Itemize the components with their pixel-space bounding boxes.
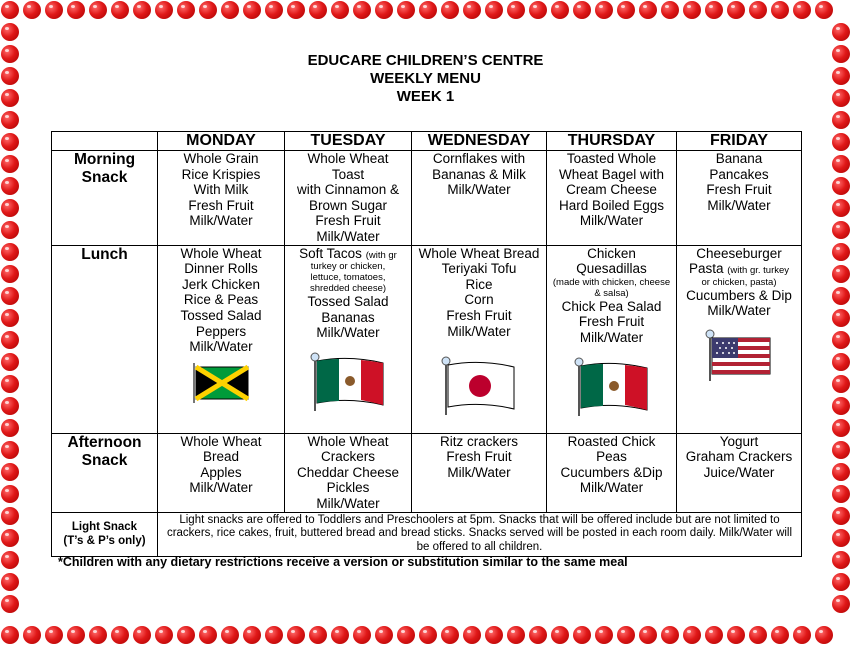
apple-icon	[832, 221, 850, 239]
apple-icon	[507, 626, 525, 644]
apple-icon	[832, 551, 850, 569]
apple-icon	[111, 626, 129, 644]
apple-icon	[832, 573, 850, 591]
apple-icon	[832, 397, 850, 415]
menu-note: or chicken, pasta)	[701, 276, 777, 288]
apple-icon	[177, 1, 195, 19]
apple-icon	[573, 1, 591, 19]
row-label-light-snack: Light Snack (T’s & P’s only)	[52, 512, 158, 556]
apple-icon	[45, 626, 63, 644]
apple-icon	[133, 626, 151, 644]
apple-icon	[1, 507, 19, 525]
apple-icon	[1, 265, 19, 283]
menu-item: Fresh Fruit	[446, 449, 512, 465]
day-header-row	[52, 132, 802, 151]
apple-icon	[485, 626, 503, 644]
menu-item: Toast	[331, 166, 365, 182]
apple-icon	[1, 199, 19, 217]
day-thursday: THURSDAY	[547, 132, 677, 151]
menu-item: Milk/Water	[447, 182, 511, 198]
apple-icon	[832, 133, 850, 151]
day-wednesday: WEDNESDAY	[412, 132, 547, 151]
apple-icon	[727, 1, 745, 19]
menu-item: Teriyaki Tofu	[441, 261, 517, 277]
menu-item: Whole Wheat	[180, 433, 262, 449]
apple-icon	[309, 1, 327, 19]
apple-icon	[1, 353, 19, 371]
menu-item: Juice/Water	[703, 464, 775, 480]
apple-icon	[1, 463, 19, 481]
dietary-footnote: *Children with any dietary restrictions receive a version or substitution similar to the same meal	[58, 555, 628, 569]
apple-icon	[749, 626, 767, 644]
apple-icon	[1, 1, 19, 19]
menu-item: Cucumbers & Dip	[686, 287, 792, 303]
menu-item: Whole Wheat	[307, 151, 389, 166]
menu-item: Graham Crackers	[685, 449, 793, 465]
morning-friday	[677, 151, 802, 246]
menu-note: shredded cheese)	[309, 283, 387, 295]
lunch-wednesday	[412, 245, 547, 433]
apple-icon	[1, 177, 19, 195]
menu-item: Cheddar Cheese	[296, 464, 400, 480]
apple-icon	[705, 626, 723, 644]
lunch-monday	[158, 245, 285, 433]
menu-note: turkey or chicken,	[310, 261, 386, 273]
apple-icon	[397, 626, 415, 644]
apple-icon	[832, 111, 850, 129]
apple-icon	[832, 441, 850, 459]
apple-icon	[683, 626, 701, 644]
apple-icon	[832, 309, 850, 327]
menu-item: Bananas	[321, 309, 375, 325]
apple-icon	[815, 1, 833, 19]
morning-monday	[158, 151, 285, 246]
apple-icon	[1, 243, 19, 261]
menu-item: Roasted Chick	[567, 433, 656, 449]
menu-item: Fresh Fruit	[446, 307, 512, 323]
apple-icon	[375, 626, 393, 644]
menu-item: Milk/Water	[447, 464, 511, 480]
menu-item: Jerk Chicken	[181, 276, 261, 292]
apple-icon	[243, 1, 261, 19]
apple-icon	[111, 1, 129, 19]
menu-item: Tossed Salad	[180, 307, 262, 323]
apple-icon	[441, 1, 459, 19]
apple-icon	[221, 1, 239, 19]
apple-icon	[243, 626, 261, 644]
apple-icon	[265, 626, 283, 644]
apple-icon	[1, 331, 19, 349]
apple-icon	[661, 626, 679, 644]
menu-item: Bananas & Milk	[432, 166, 526, 182]
menu-title: WEEKLY MENU	[370, 70, 481, 87]
menu-item: Milk/Water	[189, 213, 253, 229]
lunch-tuesday	[285, 245, 412, 433]
row-label-lunch: Lunch	[52, 245, 158, 433]
apple-icon	[265, 1, 283, 19]
apple-icon	[595, 1, 613, 19]
apple-icon	[1, 485, 19, 503]
morning-tuesday	[285, 151, 412, 246]
apple-icon	[507, 1, 525, 19]
apple-icon	[419, 626, 437, 644]
corner-cell	[52, 132, 158, 151]
menu-item: Cornflakes with	[432, 151, 526, 166]
apple-icon	[1, 111, 19, 129]
menu-item: Cream Cheese	[566, 182, 657, 198]
apple-icon	[661, 1, 679, 19]
menu-item: Bread	[202, 449, 240, 465]
lunch-row	[52, 245, 802, 433]
row-label-morning-snack: Morning Snack	[52, 151, 158, 246]
menu-item: Peas	[596, 449, 627, 465]
apple-icon	[1, 441, 19, 459]
menu-item: Rice	[465, 276, 493, 292]
apple-icon	[617, 1, 635, 19]
apple-icon	[771, 626, 789, 644]
apple-icon	[832, 155, 850, 173]
menu-item: Pasta (with gr. turkey	[688, 261, 790, 277]
afternoon-snack-row	[52, 433, 802, 512]
jamaica-flag-icon	[191, 359, 251, 403]
apple-icon	[133, 1, 151, 19]
apple-icon	[1, 529, 19, 547]
day-monday: MONDAY	[158, 132, 285, 151]
menu-item: Whole Wheat Bread	[418, 245, 540, 261]
apple-icon	[832, 507, 850, 525]
apple-icon	[177, 626, 195, 644]
morning-snack-row	[52, 151, 802, 246]
menu-item: Milk/Water	[316, 228, 380, 244]
menu-item: Whole Grain	[183, 151, 259, 166]
apple-icon	[551, 1, 569, 19]
afternoon-monday	[158, 433, 285, 512]
apple-icon	[331, 626, 349, 644]
apple-icon	[485, 1, 503, 19]
apple-icon	[832, 353, 850, 371]
apple-icon	[727, 626, 745, 644]
menu-item: With Milk	[193, 182, 249, 198]
apple-icon	[1, 595, 19, 613]
apple-icon	[1, 626, 19, 644]
menu-note: (made with chicken, cheese	[552, 276, 671, 288]
menu-item: Milk/Water	[447, 323, 511, 339]
apple-icon	[832, 463, 850, 481]
apple-icon	[815, 626, 833, 644]
menu-item: Tossed Salad	[307, 294, 389, 310]
apple-icon	[832, 23, 850, 41]
apple-icon	[89, 1, 107, 19]
apple-icon	[793, 626, 811, 644]
menu-item: Quesadillas	[576, 261, 647, 277]
apple-icon	[683, 1, 701, 19]
apple-icon	[199, 1, 217, 19]
menu-header	[0, 52, 851, 106]
menu-item: Whole Wheat	[180, 245, 262, 261]
menu-item: Cucumbers &Dip	[560, 464, 663, 480]
menu-note: lettuce, tomatoes,	[310, 272, 386, 284]
apple-icon	[353, 1, 371, 19]
apple-icon	[23, 1, 41, 19]
apple-icon	[639, 626, 657, 644]
menu-item: Brown Sugar	[308, 197, 388, 213]
row-label-afternoon-snack: Afternoon Snack	[52, 433, 158, 512]
apple-icon	[832, 199, 850, 217]
apple-icon	[832, 529, 850, 547]
menu-item: Dinner Rolls	[184, 261, 258, 277]
apple-icon	[832, 265, 850, 283]
apple-icon	[221, 626, 239, 644]
apple-icon	[309, 626, 327, 644]
lunch-thursday	[547, 245, 677, 433]
menu-item: Milk/Water	[579, 480, 644, 496]
japan-flag-icon	[440, 355, 518, 415]
apple-icon	[441, 626, 459, 644]
menu-item: Milk/Water	[579, 213, 644, 229]
apple-icon	[832, 375, 850, 393]
afternoon-tuesday	[285, 433, 412, 512]
menu-item: Rice & Peas	[183, 292, 259, 308]
menu-item: Milk/Water	[316, 495, 380, 511]
apple-icon	[155, 626, 173, 644]
usa-flag-icon	[704, 329, 774, 381]
apple-icon	[529, 626, 547, 644]
apple-icon	[639, 1, 657, 19]
apple-icon	[551, 626, 569, 644]
menu-item: Pancakes	[709, 166, 769, 182]
mexico-flag-icon	[309, 351, 387, 411]
menu-item: Fresh Fruit	[706, 182, 772, 198]
apple-icon	[617, 626, 635, 644]
menu-item: Corn	[464, 292, 494, 308]
apple-icon	[1, 375, 19, 393]
afternoon-thursday	[547, 433, 677, 512]
apple-icon	[1, 133, 19, 151]
apple-icon	[832, 595, 850, 613]
apple-icon	[397, 1, 415, 19]
menu-item: Hard Boiled Eggs	[558, 197, 665, 213]
apple-icon	[331, 1, 349, 19]
apple-icon	[463, 626, 481, 644]
week-label: WEEK 1	[396, 88, 455, 105]
apple-icon	[375, 1, 393, 19]
morning-wednesday	[412, 151, 547, 246]
apple-icon	[45, 1, 63, 19]
apple-icon	[199, 626, 217, 644]
menu-item: Milk/Water	[707, 303, 771, 319]
apple-icon	[1, 23, 19, 41]
menu-item: Toasted Whole	[566, 151, 657, 166]
menu-item: Milk/Water	[579, 329, 644, 345]
weekly-menu-table	[51, 131, 802, 557]
centre-name: EDUCARE CHILDREN’S CENTRE	[307, 52, 544, 69]
apple-icon	[595, 626, 613, 644]
menu-item: Peppers	[195, 323, 247, 339]
menu-item: Cheeseburger	[696, 245, 782, 261]
apple-icon	[705, 1, 723, 19]
apple-icon	[67, 1, 85, 19]
apple-icon	[89, 626, 107, 644]
menu-item: with Cinnamon &	[296, 182, 400, 198]
apple-icon	[1, 397, 19, 415]
apple-icon	[832, 485, 850, 503]
menu-item: Pickles	[326, 480, 370, 496]
apple-icon	[23, 626, 41, 644]
menu-item: Yogurt	[719, 433, 759, 449]
menu-note: & salsa)	[594, 287, 629, 299]
lunch-friday	[677, 245, 802, 433]
apple-icon	[1, 551, 19, 569]
menu-item: Soft Tacos (with gr	[299, 245, 397, 261]
apple-icon	[287, 1, 305, 19]
apple-icon	[832, 287, 850, 305]
apple-icon	[529, 1, 547, 19]
mexico-flag-icon	[573, 356, 651, 416]
apple-icon	[832, 419, 850, 437]
menu-item: Wheat Bagel with	[558, 166, 665, 182]
menu-item: Crackers	[320, 449, 375, 465]
morning-thursday	[547, 151, 677, 246]
menu-item: Milk/Water	[189, 339, 253, 355]
apple-icon	[793, 1, 811, 19]
apple-icon	[155, 1, 173, 19]
apple-icon	[832, 331, 850, 349]
day-tuesday: TUESDAY	[285, 132, 412, 151]
apple-icon	[749, 1, 767, 19]
menu-item: Fresh Fruit	[578, 314, 645, 330]
menu-item: Apples	[200, 464, 242, 480]
apple-icon	[1, 287, 19, 305]
menu-item: Chick Pea Salad	[561, 298, 662, 314]
menu-item: Rice Krispies	[181, 166, 261, 182]
apple-icon	[353, 626, 371, 644]
apple-icon	[573, 626, 591, 644]
apple-icon	[832, 177, 850, 195]
menu-item: Milk/Water	[316, 325, 380, 341]
apple-icon	[1, 221, 19, 239]
menu-item: Milk/Water	[189, 480, 253, 496]
apple-icon	[1, 309, 19, 327]
light-snack-description: Light snacks are offered to Toddlers and Preschoolers at 5pm. Snacks that will be offered include but are not limited to crackers, rice cakes, fruit, buttered bread and bread sticks. Snacks served will be posted in each room daily. Milk/Water will be offered to all children.	[158, 512, 802, 556]
apple-icon	[1, 155, 19, 173]
apple-icon	[419, 1, 437, 19]
afternoon-wednesday	[412, 433, 547, 512]
menu-item: Fresh Fruit	[315, 213, 381, 229]
apple-icon	[67, 626, 85, 644]
afternoon-friday	[677, 433, 802, 512]
apple-icon	[463, 1, 481, 19]
light-snack-row	[52, 512, 802, 556]
apple-icon	[287, 626, 305, 644]
menu-item: Ritz crackers	[439, 433, 518, 449]
apple-icon	[1, 573, 19, 591]
apple-icon	[1, 419, 19, 437]
menu-item: Chicken	[587, 245, 636, 261]
menu-item: Fresh Fruit	[188, 197, 254, 213]
menu-item: Milk/Water	[707, 197, 771, 213]
menu-item: Whole Wheat	[307, 433, 389, 449]
day-friday: FRIDAY	[677, 132, 802, 151]
apple-icon	[771, 1, 789, 19]
apple-icon	[832, 243, 850, 261]
menu-item: Banana	[715, 151, 763, 166]
